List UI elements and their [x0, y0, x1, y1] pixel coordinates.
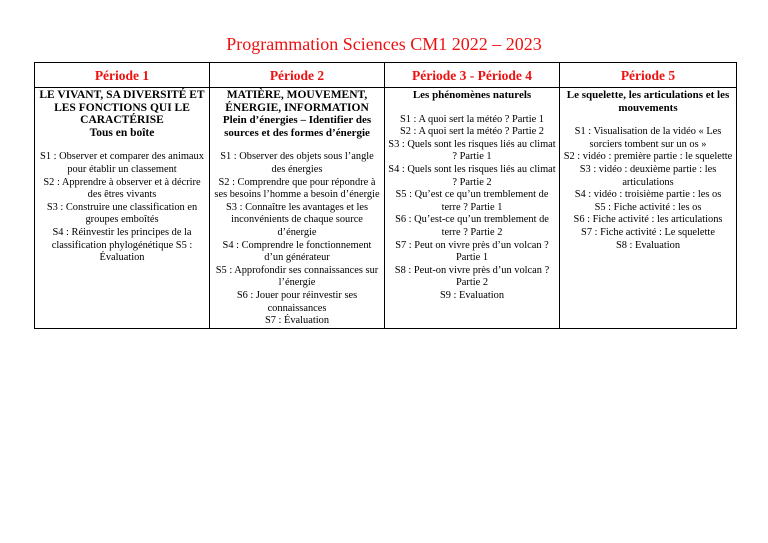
list-item: S4 : vidéo : troisième partie : les os	[574, 189, 722, 201]
list-item: S8 : Evaluation	[615, 239, 681, 251]
period-2-header: Période 2	[210, 63, 385, 88]
list-item: S9 : Evaluation	[439, 289, 505, 301]
list-item: S3 : Connaître les avantages et les inconvénients de chaque source d’énergie	[226, 201, 368, 238]
list-item: S5 : Approfondir ses connaissances sur l’énergie	[215, 264, 379, 289]
period-2-sessions	[213, 151, 381, 327]
period-2-subtheme: Plein d’énergies – Identifier des sources et des formes d’énergie	[222, 114, 372, 139]
period-1-theme: LE VIVANT, SA DIVERSITÉ ET LES FONCTIONS QUI LE CARACTÉRISE	[39, 89, 205, 127]
list-item: S3 : Quels sont les risques liés au climat ? Partie 1	[388, 138, 556, 163]
list-item: S6 : Qu’est-ce qu’un tremblement de terre ? Partie 2	[395, 214, 549, 238]
list-item: S1 : Observer des objets sous l’angle des énergies	[220, 151, 374, 175]
list-item: S2 : A quoi sert la météo ? Partie 2	[399, 126, 544, 138]
period-1-subtheme: Tous en boîte	[89, 126, 155, 139]
header-row	[35, 63, 737, 88]
period-1-sessions	[38, 151, 206, 264]
period-5-sessions	[563, 126, 733, 252]
list-item: S7 : Évaluation	[264, 315, 330, 327]
period-5-cell	[560, 88, 737, 329]
list-item: S6 : Jouer pour réinvestir ses connaissances	[236, 289, 358, 314]
list-item: S3 : vidéo : deuxième partie : les articulations	[579, 163, 717, 188]
list-item: S1 : Observer et comparer des animaux pour établir un classement	[40, 151, 204, 175]
list-item: S2 : Comprendre que pour répondre à ses besoins l’homme a besoin d’énergie	[214, 176, 380, 201]
period-1-header: Période 1	[35, 63, 210, 88]
period-3-4-theme: Les phénomènes naturels	[412, 89, 532, 101]
list-item: S7 : Peut on vivre près d’un volcan ? Partie 1	[395, 239, 549, 264]
list-item: S5 : Qu’est ce qu’un tremblement de terre ? Partie 1	[395, 189, 549, 213]
list-item: S2 : vidéo : première partie : le squelette	[563, 151, 733, 163]
list-item: S5 : Fiche activité : les os	[594, 201, 702, 213]
period-1-cell	[35, 88, 210, 329]
list-item: S1 : A quoi sert la météo ? Partie 1	[399, 113, 544, 125]
period-2-cell	[210, 88, 385, 329]
period-3-4-sessions	[388, 114, 556, 303]
period-5-header: Période 5	[560, 63, 737, 88]
content-row	[35, 88, 737, 329]
period-3-4-cell	[385, 88, 560, 329]
list-item: S2 : Apprendre à observer et à décrire des êtres vivants	[43, 176, 201, 201]
period-3-4-header: Période 3 - Période 4	[385, 63, 560, 88]
list-item: S4 : Réinvestir les principes de la classification phylogénétique S5 : Évaluation	[51, 226, 193, 264]
programmation-table	[34, 62, 737, 329]
page-title: Programmation Sciences CM1 2022 – 2023	[226, 34, 542, 54]
list-item: S1 : Visualisation de la vidéo « Les sorciers tombent sur un os »	[574, 126, 722, 150]
list-item: S4 : Comprendre le fonctionnement d’un générateur	[222, 239, 372, 264]
list-item: S4 : Quels sont les risques liés au climat ? Partie 2	[388, 163, 556, 188]
list-item: S8 : Peut-on vivre près d’un volcan ? Partie 2	[394, 264, 550, 289]
list-item: S3 : Construire une classification en groupes emboîtés	[46, 201, 198, 226]
period-2-theme: MATIÈRE, MOUVEMENT, ÉNERGIE, INFORMATION	[225, 89, 369, 114]
list-item: S7 : Fiche activité : Le squelette	[581, 226, 715, 238]
period-5-theme: Le squelette, les articulations et les mouvements	[566, 89, 730, 114]
list-item: S6 : Fiche activité : les articulations	[573, 214, 723, 226]
